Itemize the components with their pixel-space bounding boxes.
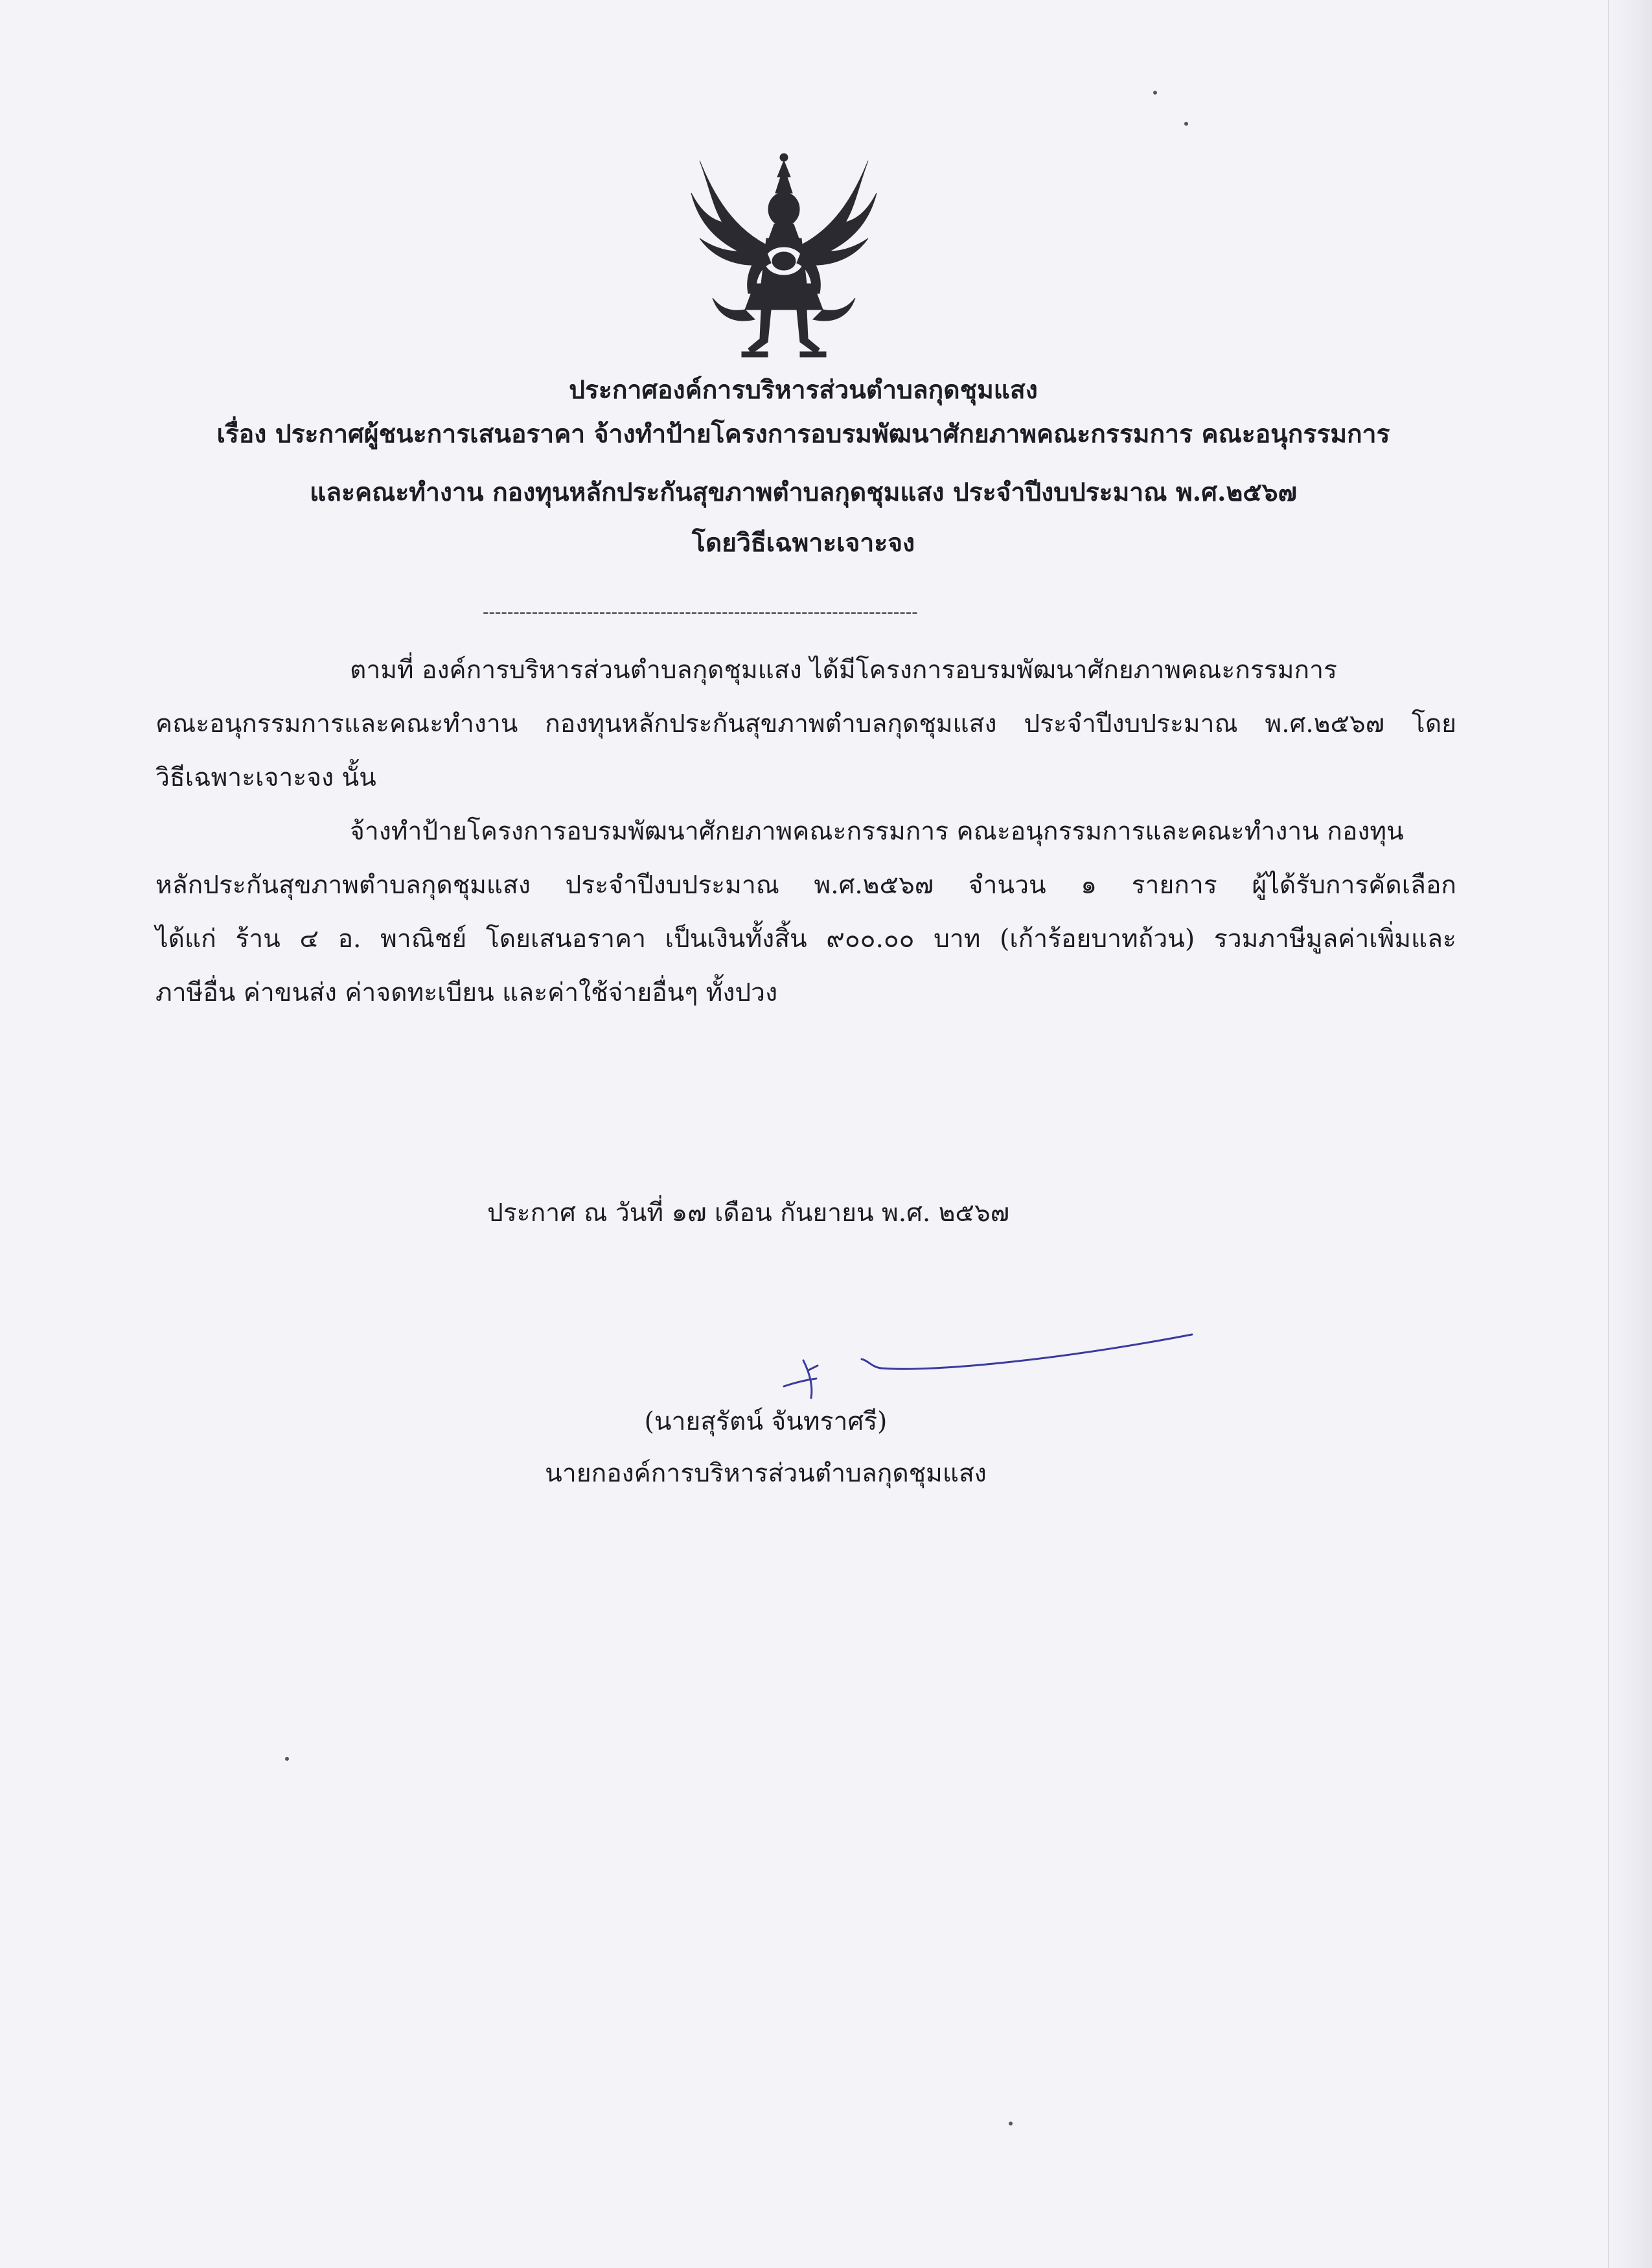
paragraph-2-line-1: จ้างทำป้ายโครงการอบรมพัฒนาศักยภาพคณะกรรมการ คณะอนุกรรมการและคณะทำงาน กองทุน (350, 817, 1404, 846)
scan-speck (1153, 91, 1157, 95)
scan-speck (1184, 122, 1188, 126)
garuda-emblem-icon (683, 148, 884, 361)
paragraph-2-line-3: ได้แก่ ร้าน ๔ อ. พาณิชย์ โดยเสนอราคา เป็นเงินทั้งสิ้น ๙๐๐.๐๐ บาท (เก้าร้อยบาทถ้วน) รวมภาษีมูลค่าเพิ่มและ (155, 924, 1456, 954)
announcement-title: ประกาศองค์การบริหารส่วนตำบลกุดชุมแสง (569, 375, 1038, 405)
paragraph-2-line-4: ภาษีอื่น ค่าขนส่ง ค่าจดทะเบียน และค่าใช้จ่ายอื่นๆ ทั้งปวง (155, 978, 778, 1007)
paragraph-1-line-3: วิธีเฉพาะเจาะจง นั้น (155, 763, 376, 792)
scan-speck (1009, 2122, 1013, 2125)
divider-line: ----------------------------------------------------------------------- (483, 601, 918, 623)
scan-speck (285, 1757, 289, 1761)
announcement-subject-line-1: เรื่อง ประกาศผู้ชนะการเสนอราคา จ้างทำป้ายโครงการอบรมพัฒนาศักยภาพคณะกรรมการ คณะอนุกรรมการ (216, 419, 1390, 449)
paragraph-1-line-1: ตามที่ องค์การบริหารส่วนตำบลกุดชุมแสง ได้มีโครงการอบรมพัฒนาศักยภาพคณะกรรมการ (350, 656, 1337, 685)
page-edge-line (1608, 0, 1609, 2268)
signer-position: นายกองค์การบริหารส่วนตำบลกุดชุมแสง (545, 1459, 987, 1488)
announcement-subject-line-2: และคณะทำงาน กองทุนหลักประกันสุขภาพตำบลกุดชุมแสง ประจำปีงบประมาณ พ.ศ.๒๕๖๗ (310, 477, 1297, 507)
announcement-date: ประกาศ ณ วันที่ ๑๗ เดือน กันยายน พ.ศ. ๒๕๖๗ (487, 1198, 1010, 1228)
page-edge-shadow (1607, 0, 1652, 2268)
announcement-subject-line-3: โดยวิธีเฉพาะเจาะจง (691, 528, 915, 558)
signer-name: (นายสุรัตน์ จันทราศรี) (644, 1407, 888, 1436)
handwritten-signature (777, 1322, 1205, 1399)
paragraph-1-line-2: คณะอนุกรรมการและคณะทำงาน กองทุนหลักประกันสุขภาพตำบลกุดชุมแสง ประจำปีงบประมาณ พ.ศ.๒๕๖๗ โดย (155, 709, 1456, 739)
paragraph-2-line-2: หลักประกันสุขภาพตำบลกุดชุมแสง ประจำปีงบประมาณ พ.ศ.๒๕๖๗ จำนวน ๑ รายการ ผู้ได้รับการคัดเลือก (155, 871, 1456, 900)
